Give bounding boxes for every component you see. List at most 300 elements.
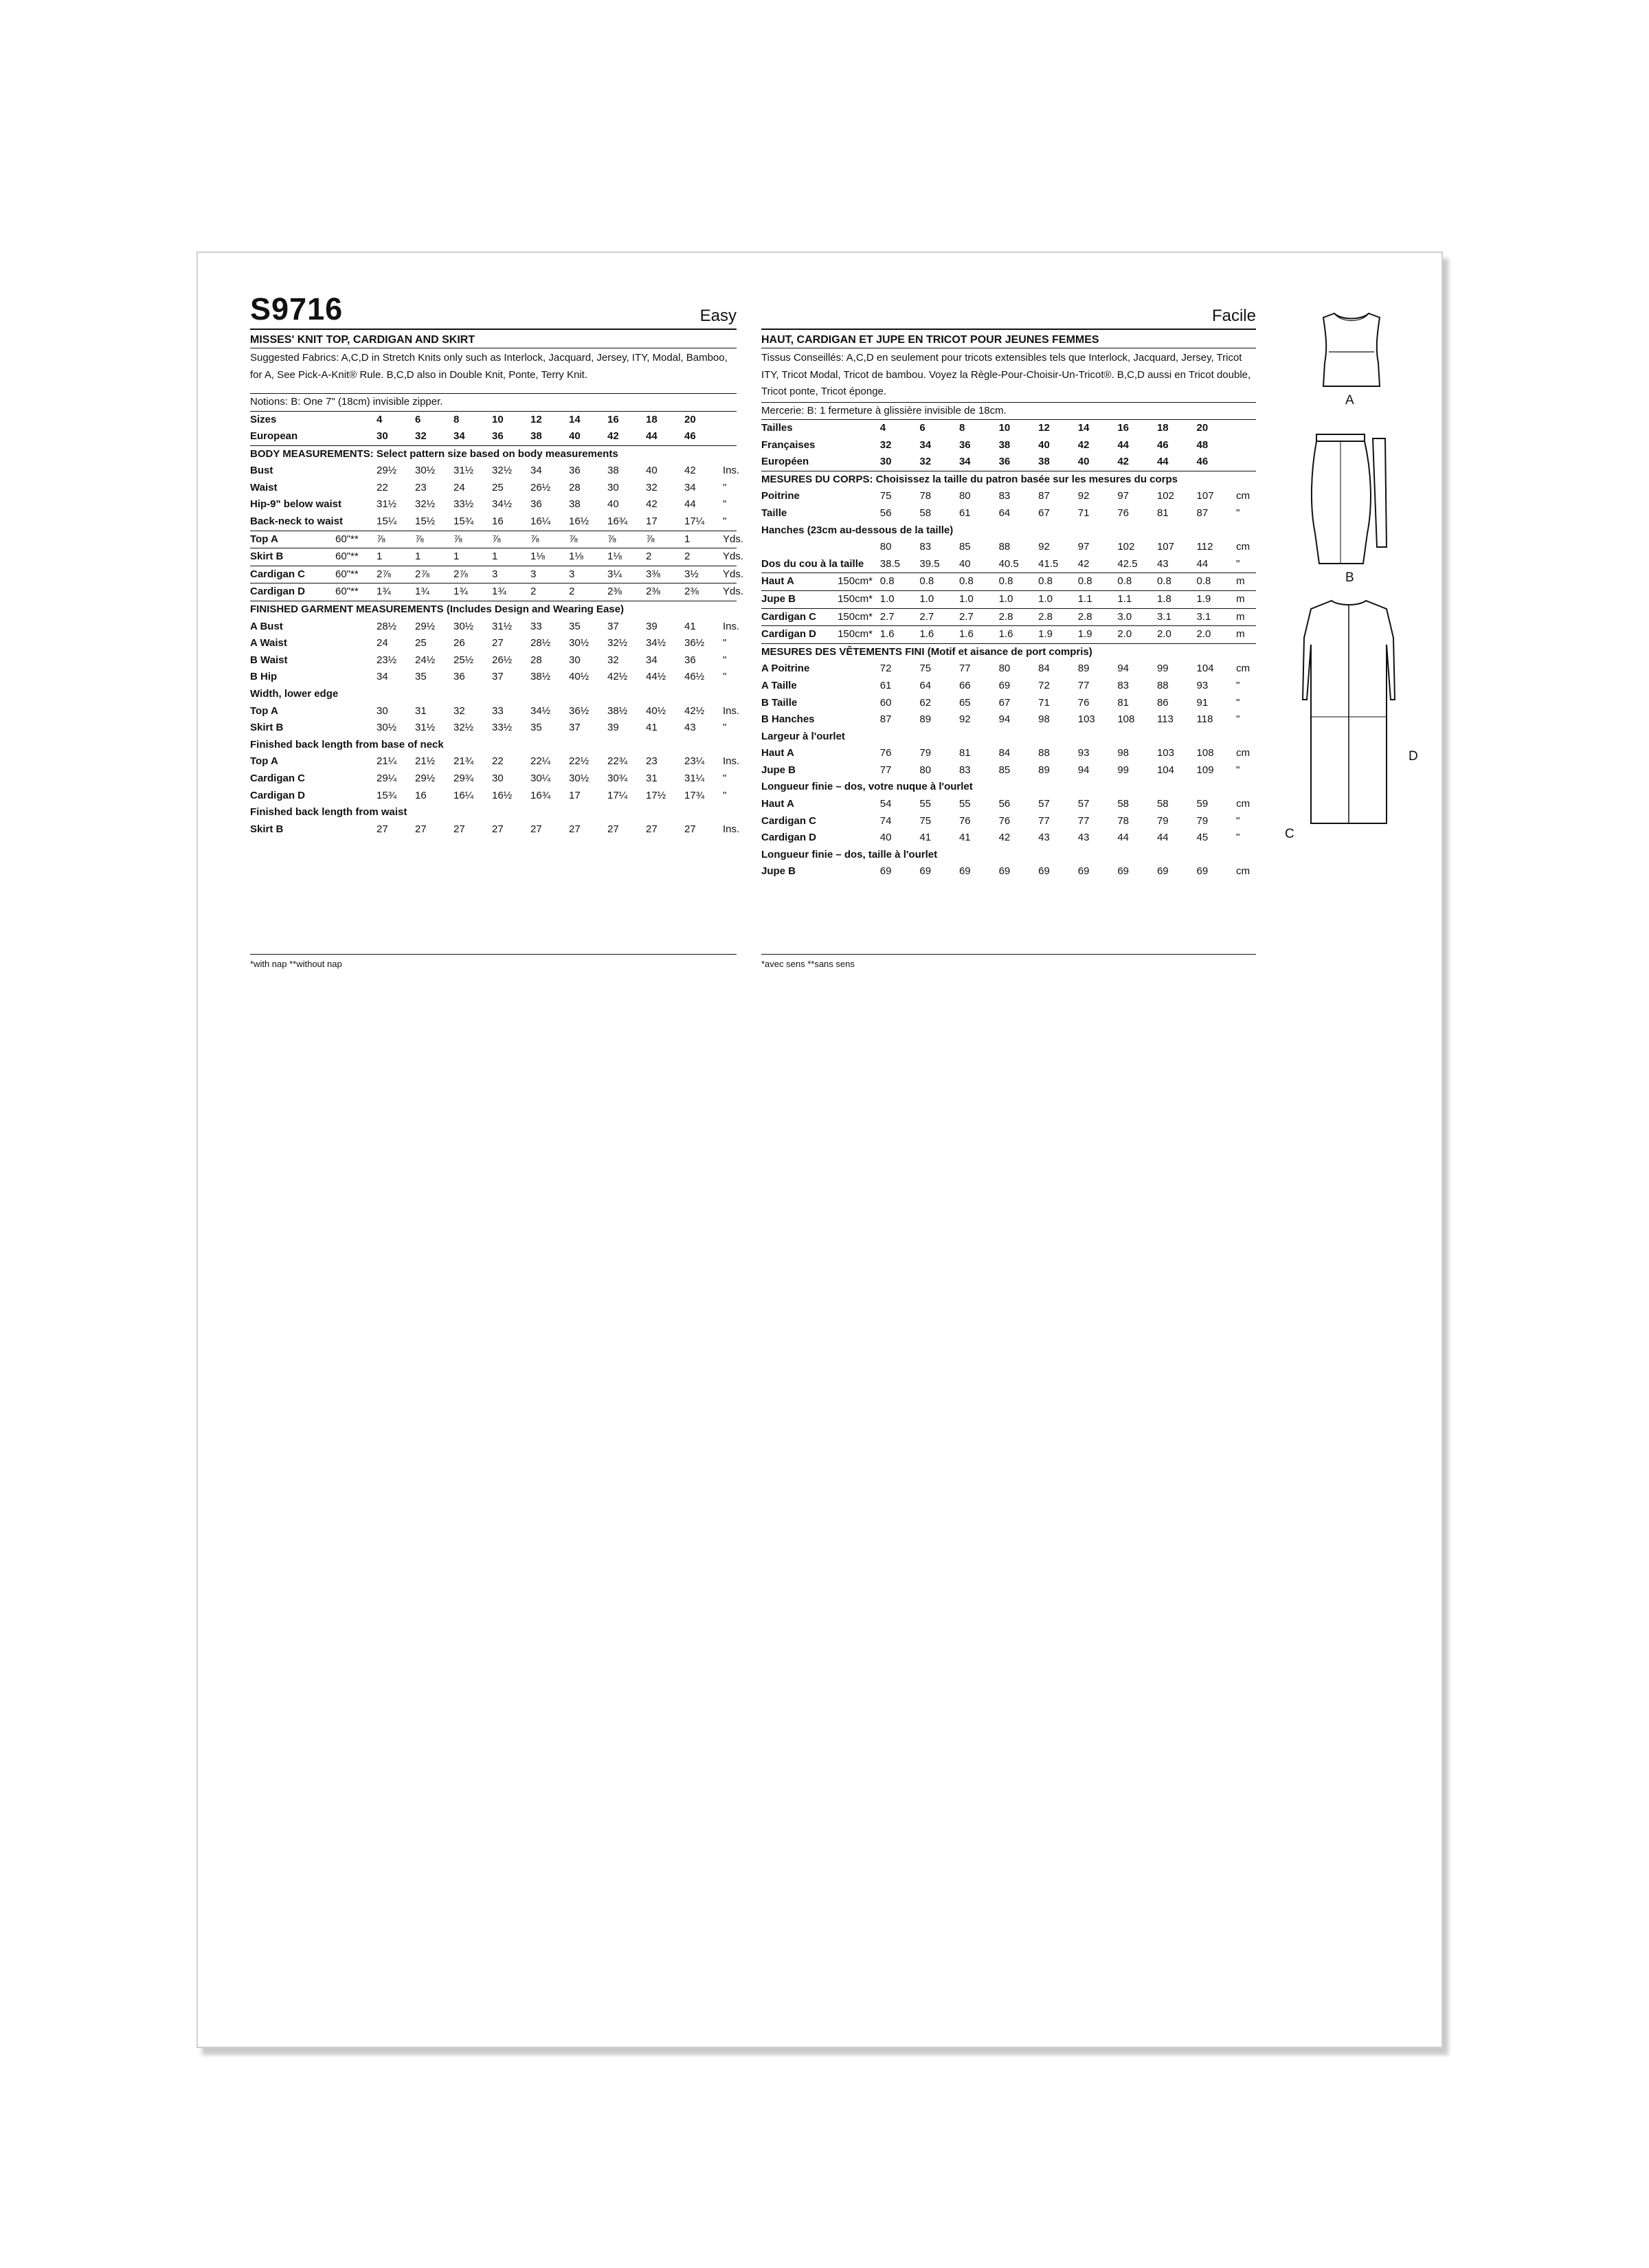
cell: 60"** <box>335 566 377 583</box>
cell <box>838 813 880 830</box>
cell: 35 <box>530 722 542 734</box>
cell: 31½ <box>492 620 513 632</box>
cell: 42 <box>998 832 1011 844</box>
view-a-label: A <box>1345 393 1354 408</box>
cell <box>838 437 880 454</box>
cell: ⅞ <box>646 531 684 548</box>
cell <box>335 496 377 513</box>
cell: " <box>1236 764 1240 776</box>
cell: 77 <box>879 764 892 776</box>
cell <box>1236 454 1256 471</box>
cell: 16½ <box>569 515 590 528</box>
cell: 67 <box>1038 507 1050 519</box>
cell: " <box>723 515 727 528</box>
suggested-fabrics: Suggested Fabrics: A,C,D in Stretch Knits only such as Interlock, Jacquard, Jersey, ITY, Modal, Bamboo, for A, See Pick-A-Knit® Rule. B,C,D also in Double Knit, Ponte, Terry Knit. <box>250 352 728 381</box>
cell: 98 <box>1038 713 1050 726</box>
cell: 42½ <box>684 704 705 717</box>
cell: 23 <box>646 755 658 768</box>
cell: 40.5 <box>998 557 1019 570</box>
row-label: Européen <box>761 456 809 468</box>
cell: 2.0 <box>1157 626 1197 644</box>
row-label: Cardigan C <box>761 814 817 827</box>
row-label: A Poitrine <box>761 663 810 675</box>
cell: 30 <box>569 654 581 666</box>
english-header <box>250 291 737 330</box>
cell: cm <box>1236 798 1250 810</box>
cell: 75 <box>919 814 932 827</box>
cell: 32 <box>607 654 619 666</box>
fr-row <box>761 779 1256 796</box>
cell: 71 <box>1077 507 1090 519</box>
cell: 80 <box>998 663 1011 675</box>
cell: " <box>723 789 727 801</box>
cell: 42½ <box>607 671 628 683</box>
cell: 3.1 <box>1197 608 1237 626</box>
cell: 39.5 <box>919 557 940 570</box>
cell: 89 <box>919 713 932 726</box>
cell: 150cm* <box>838 573 880 591</box>
cell: 102 <box>1117 541 1135 553</box>
cell: 32½ <box>453 722 474 734</box>
cell: 38 <box>569 498 581 511</box>
cell: 150cm* <box>838 626 880 644</box>
cell: 104 <box>1156 764 1174 776</box>
cell: 2⅜ <box>607 583 646 601</box>
cell <box>838 695 880 712</box>
section-heading: Largeur à l'ourlet <box>761 730 845 742</box>
section-heading: Longueur finie – dos, taille à l'ourlet <box>761 848 938 860</box>
cell: 22¼ <box>530 755 551 768</box>
cell: 40 <box>1038 438 1050 451</box>
fr-row <box>761 660 1256 678</box>
cell: 3 <box>569 566 607 583</box>
cell: 31 <box>646 772 658 784</box>
row-label: Cardigan C <box>761 608 838 626</box>
fr-row <box>761 813 1256 830</box>
cell: 1.0 <box>959 590 999 608</box>
cell: 28½ <box>377 620 397 632</box>
cell: 28½ <box>530 637 551 649</box>
cell <box>838 660 880 678</box>
cell: 1¾ <box>492 583 530 601</box>
cell: 84 <box>1038 663 1050 675</box>
cell: 32 <box>646 481 658 493</box>
cell: 35 <box>569 620 581 632</box>
cell: 38 <box>607 465 619 477</box>
fr-row <box>761 729 1256 746</box>
cell: 87 <box>1038 490 1050 502</box>
cell: " <box>723 722 727 734</box>
cell: 29½ <box>415 620 436 632</box>
cell <box>335 428 377 445</box>
cell: 17¼ <box>607 789 628 801</box>
cell: " <box>723 654 727 666</box>
row-label: Jupe B <box>761 590 838 608</box>
cell <box>838 678 880 695</box>
cell: 3½ <box>684 566 723 583</box>
cell: 2.8 <box>1078 608 1118 626</box>
row-label: Sizes <box>250 411 335 428</box>
cell: 32½ <box>492 465 513 477</box>
notions-fr: Mercerie: B: 1 fermeture à glissière invisible de 18cm. <box>761 404 1007 416</box>
cell: 36½ <box>684 637 705 649</box>
cell: 1.1 <box>1117 590 1157 608</box>
row-label: Skirt B <box>250 823 284 835</box>
cell: 44 <box>1117 832 1130 844</box>
cell: 29¾ <box>453 772 474 784</box>
cell: 2⅜ <box>684 583 723 601</box>
section-heading: FINISHED GARMENT MEASUREMENTS (Includes Design and Wearing Ease) <box>250 601 737 619</box>
cell: 36 <box>958 438 971 451</box>
cell: 3.1 <box>1157 608 1197 626</box>
en-row <box>250 753 737 770</box>
measurement-table <box>250 411 744 838</box>
en-row <box>250 513 737 531</box>
cell: 46½ <box>684 671 705 683</box>
row-label: B Waist <box>250 654 288 666</box>
cell: 2.7 <box>959 608 999 626</box>
row-label: Cardigan D <box>250 583 335 601</box>
cell: 10 <box>999 420 1039 437</box>
cell: 1.0 <box>1038 590 1078 608</box>
cell: 88 <box>998 541 1011 553</box>
cell: 43 <box>1038 832 1050 844</box>
fr-row <box>761 471 1256 488</box>
cell: 34½ <box>530 704 551 717</box>
cell: 22 <box>377 481 388 493</box>
cell: 64 <box>919 679 932 691</box>
cell: 37 <box>607 620 619 632</box>
cell: 15¾ <box>377 789 397 801</box>
cell: 40 <box>646 465 658 477</box>
cell <box>838 745 880 762</box>
cell: " <box>1236 713 1240 726</box>
row-label: B Hanches <box>761 713 815 726</box>
footnote: *with nap **without nap <box>250 954 737 969</box>
row-label: B Taille <box>761 696 798 709</box>
cell: cm <box>1236 490 1250 502</box>
french-header <box>761 294 1256 330</box>
cell: 39 <box>607 722 619 734</box>
cell: 77 <box>958 663 971 675</box>
cell: 1.6 <box>880 626 920 644</box>
cell: 86 <box>1156 696 1169 709</box>
fr-row <box>761 745 1256 762</box>
cell: 30½ <box>569 772 590 784</box>
cell: 89 <box>1077 663 1090 675</box>
cell: 36 <box>492 430 504 443</box>
en-row <box>250 619 737 636</box>
cell: 2 <box>684 548 723 566</box>
pattern-code: S9716 <box>250 291 344 326</box>
cell: 15¼ <box>377 515 397 528</box>
en-row <box>250 566 737 583</box>
cell: 41 <box>684 620 696 632</box>
cell: 0.8 <box>959 573 999 591</box>
cell: 58 <box>1156 798 1169 810</box>
cell: 1 <box>453 548 492 566</box>
cell: 33 <box>492 704 504 717</box>
cell: 36 <box>998 456 1011 468</box>
cell: 34 <box>646 654 658 666</box>
cell: 6 <box>919 420 959 437</box>
cell <box>335 411 377 428</box>
cell: 29½ <box>377 465 397 477</box>
cell: 42 <box>646 498 658 511</box>
cell: 0.8 <box>1038 573 1078 591</box>
view-a-top-illustration <box>1314 308 1389 390</box>
en-row <box>250 788 737 805</box>
cell: Ins. <box>723 620 740 632</box>
cell: Ins. <box>723 465 740 477</box>
cell: 30¾ <box>607 772 628 784</box>
cell: 34 <box>530 465 542 477</box>
cell <box>838 539 880 556</box>
cell: 24½ <box>415 654 436 666</box>
cell: 62 <box>919 696 932 709</box>
measurement-table-fr <box>761 419 1256 880</box>
fr-row <box>761 505 1256 522</box>
cell <box>335 669 377 686</box>
cell: 42 <box>607 430 619 443</box>
cell: 80 <box>879 541 892 553</box>
cell: 2.0 <box>1117 626 1157 644</box>
row-label: Cardigan D <box>250 789 306 801</box>
cell: ⅞ <box>492 531 530 548</box>
cell: 2 <box>646 548 684 566</box>
cell: 103 <box>1077 713 1095 726</box>
view-c-label: C <box>1285 827 1294 841</box>
cell <box>838 796 880 813</box>
cell: 54 <box>879 798 892 810</box>
en-row <box>250 686 737 703</box>
cell: 2⅞ <box>415 566 453 583</box>
cell <box>1236 420 1256 437</box>
en-row <box>250 428 737 445</box>
cell: 2⅞ <box>453 566 492 583</box>
row-label: European <box>250 430 298 443</box>
cell: m <box>1236 608 1256 626</box>
fr-row <box>761 830 1256 847</box>
cell: 16¼ <box>530 515 551 528</box>
cell: 44 <box>684 498 696 511</box>
cell: 43 <box>1156 557 1169 570</box>
fr-row <box>761 454 1256 471</box>
cell: 16¼ <box>453 789 474 801</box>
cell: 29½ <box>415 772 436 784</box>
cell: 40½ <box>569 671 590 683</box>
cell: 40 <box>607 498 619 511</box>
cell: 26 <box>453 637 465 649</box>
cell: 36 <box>530 498 542 511</box>
fr-row <box>761 437 1256 454</box>
en-row <box>250 737 737 754</box>
cell: 33½ <box>492 722 513 734</box>
cell: 39 <box>646 620 658 632</box>
cell <box>838 830 880 847</box>
cell: 3⅜ <box>646 566 684 583</box>
cell: " <box>1236 814 1240 827</box>
cell: 89 <box>1038 764 1050 776</box>
cell: 38 <box>530 430 542 443</box>
cell <box>335 619 377 636</box>
cell: 34½ <box>646 637 666 649</box>
en-row <box>250 652 737 669</box>
row-label: Top A <box>250 704 278 717</box>
notions: Notions: B: One 7" (18cm) invisible zipper. <box>250 396 443 408</box>
cell: 79 <box>919 747 932 759</box>
cell: 27 <box>569 823 581 835</box>
row-label: B Hip <box>250 671 278 683</box>
row-label: Skirt B <box>250 548 335 566</box>
cell: 44 <box>1156 832 1169 844</box>
cell: 1.1 <box>1078 590 1118 608</box>
fr-row <box>761 711 1256 729</box>
cell: 2.8 <box>999 608 1039 626</box>
cell: " <box>1236 696 1240 709</box>
cell: 1¾ <box>415 583 453 601</box>
cell: ⅞ <box>415 531 453 548</box>
cell: 45 <box>1196 832 1209 844</box>
cell: 22¾ <box>607 755 628 768</box>
cell <box>335 770 377 788</box>
cell: 3 <box>492 566 530 583</box>
pattern-title: MISSES' KNIT TOP, CARDIGAN AND SKIRT <box>250 334 475 346</box>
cell: 15½ <box>415 515 436 528</box>
cell: 48 <box>1196 438 1209 451</box>
cell: 18 <box>646 411 684 428</box>
cell: 56 <box>998 798 1011 810</box>
cell: 94 <box>1117 663 1130 675</box>
cell: 80 <box>919 764 932 776</box>
cell: 1¾ <box>453 583 492 601</box>
cell: " <box>723 671 727 683</box>
cell: 41 <box>919 832 932 844</box>
cell: 69 <box>958 865 971 878</box>
cell: 56 <box>879 507 892 519</box>
cell: 99 <box>1156 663 1169 675</box>
cell: ⅞ <box>607 531 646 548</box>
fr-row <box>761 626 1256 644</box>
row-label: Cardigan C <box>250 566 335 583</box>
cell: 79 <box>1196 814 1209 827</box>
row-label: Poitrine <box>761 490 800 502</box>
cell: 81 <box>1117 696 1130 709</box>
cell: 16 <box>415 789 427 801</box>
pattern-envelope-back <box>197 252 1443 2048</box>
row-label: Top A <box>250 755 278 768</box>
row-label: Cardigan C <box>250 772 306 784</box>
en-row <box>250 770 737 788</box>
cell: 76 <box>1077 696 1090 709</box>
cell: 76 <box>1117 507 1130 519</box>
cell: 69 <box>998 865 1011 878</box>
cell: 67 <box>998 696 1011 709</box>
cell: 30¼ <box>530 772 551 784</box>
cell: 81 <box>958 747 971 759</box>
cell: 40 <box>1077 456 1090 468</box>
cell: 2⅜ <box>646 583 684 601</box>
cell: 44 <box>1156 456 1169 468</box>
cell: 37 <box>492 671 504 683</box>
cell: 69 <box>1117 865 1130 878</box>
cell: 1.9 <box>1078 626 1118 644</box>
cell: 16 <box>1117 420 1157 437</box>
cell: 38 <box>1038 456 1050 468</box>
en-row <box>250 531 737 548</box>
cell: 2⅞ <box>377 566 415 583</box>
cell: 16¾ <box>530 789 551 801</box>
cell: 44 <box>1117 438 1130 451</box>
cell: 99 <box>1117 764 1130 776</box>
cell: 104 <box>1196 663 1214 675</box>
fr-row <box>761 678 1256 695</box>
cell: 55 <box>958 798 971 810</box>
cell: " <box>1236 507 1240 519</box>
cell: 25½ <box>453 654 474 666</box>
row-label: Tailles <box>761 420 838 437</box>
cell: 65 <box>958 696 971 709</box>
cell: ⅞ <box>569 531 607 548</box>
cell: 1.0 <box>999 590 1039 608</box>
cell: 92 <box>1077 490 1090 502</box>
cell: 12 <box>1038 420 1078 437</box>
row-label: Cardigan D <box>761 832 817 844</box>
cell: 83 <box>998 490 1011 502</box>
cell: 0.8 <box>1157 573 1197 591</box>
cell: 72 <box>879 663 892 675</box>
cell: 30 <box>879 456 892 468</box>
cell: 31½ <box>415 722 436 734</box>
cell: 98 <box>1117 747 1130 759</box>
cell: 84 <box>998 747 1011 759</box>
cell: 33½ <box>453 498 474 511</box>
en-row <box>250 411 737 428</box>
cell: 46 <box>1196 456 1209 468</box>
cell: 27 <box>377 823 388 835</box>
cell: 27 <box>684 823 696 835</box>
cell: 85 <box>998 764 1011 776</box>
cell: 16½ <box>492 789 513 801</box>
cell: 32 <box>415 430 427 443</box>
fr-row <box>761 539 1256 556</box>
cell <box>838 420 880 437</box>
cell: 0.8 <box>999 573 1039 591</box>
cell: 97 <box>1077 541 1090 553</box>
cell: 1¾ <box>377 583 415 601</box>
cell: 27 <box>492 637 504 649</box>
section-heading: Hanches (23cm au-dessous de la taille) <box>761 524 954 536</box>
fr-row <box>761 556 1256 573</box>
cell: 44 <box>1196 557 1209 570</box>
cell: m <box>1236 573 1256 591</box>
pattern-title-fr: HAUT, CARDIGAN ET JUPE EN TRICOT POUR JEUNES FEMMES <box>761 334 1099 346</box>
cell: 20 <box>684 411 723 428</box>
en-row <box>250 669 737 686</box>
cell <box>335 821 377 838</box>
cell: 24 <box>377 637 388 649</box>
cell: 2 <box>530 583 569 601</box>
cell <box>838 454 880 471</box>
cell: 87 <box>879 713 892 726</box>
cell: 66 <box>958 679 971 691</box>
cell: ⅞ <box>377 531 415 548</box>
cell: 69 <box>1196 865 1209 878</box>
cell: 69 <box>1077 865 1090 878</box>
cell: 6 <box>415 411 453 428</box>
cell: 150cm* <box>838 608 880 626</box>
cell: 30 <box>377 704 388 717</box>
